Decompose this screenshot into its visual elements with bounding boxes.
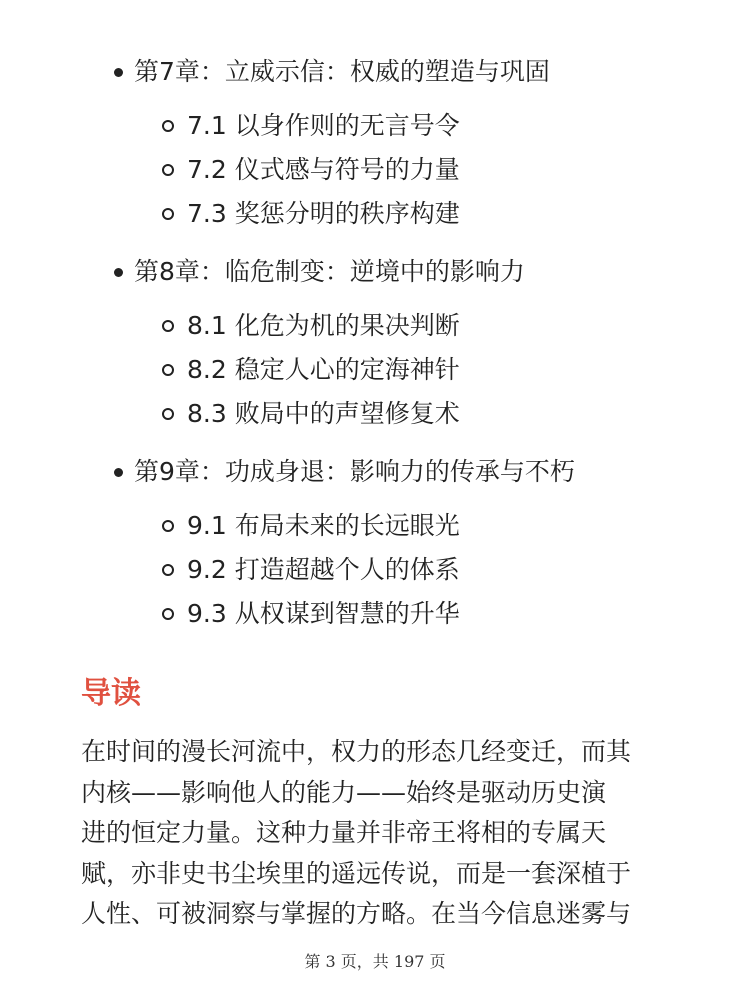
paragraph-line: 内核——影响他人的能力——始终是驱动历史演 [81, 777, 607, 807]
toc-section [0, 504, 750, 548]
circle-bullet-icon [162, 564, 174, 576]
circle-bullet-icon [162, 608, 174, 620]
circle-bullet-icon [162, 120, 174, 132]
circle-bullet-icon [162, 364, 174, 376]
section-title: 7.2 仪式感与符号的力量 [187, 155, 460, 184]
section-title: 9.1 布局未来的长远眼光 [187, 511, 460, 540]
toc-section [0, 392, 750, 436]
chapter-title: 第8章：临危制变：逆境中的影响力 [134, 257, 525, 286]
toc-chapter-9 [0, 450, 750, 494]
toc-chapter-7 [0, 50, 750, 94]
toc-chapter-8 [0, 250, 750, 294]
section-heading-intro: 导读 [81, 676, 141, 711]
toc-section [0, 192, 750, 236]
circle-bullet-icon [162, 208, 174, 220]
paragraph-line: 进的恒定力量。这种力量并非帝王将相的专属天 [81, 818, 607, 847]
table-of-contents [0, 50, 750, 650]
toc-section [0, 148, 750, 192]
bullet-icon [114, 468, 123, 477]
section-title: 8.2 稳定人心的定海神针 [187, 355, 460, 384]
page-number-footer: 第 3 页，共 197 页 [304, 952, 446, 971]
section-title: 7.1 以身作则的无言号令 [187, 111, 460, 140]
section-title: 7.3 奖惩分明的秩序构建 [187, 199, 460, 228]
bullet-icon [114, 268, 123, 277]
circle-bullet-icon [162, 164, 174, 176]
chapter-8-sections [0, 304, 750, 436]
toc-section [0, 548, 750, 592]
paragraph-line: 人性、可被洞察与掌握的方略。在当今信息迷雾与 [81, 899, 632, 928]
section-title: 9.3 从权谋到智慧的升华 [187, 599, 460, 628]
section-title: 8.3 败局中的声望修复术 [187, 399, 460, 428]
chapter-title: 第9章：功成身退：影响力的传承与不朽 [134, 457, 575, 486]
circle-bullet-icon [162, 408, 174, 420]
circle-bullet-icon [162, 320, 174, 332]
chapter-7-sections [0, 104, 750, 236]
toc-section [0, 104, 750, 148]
section-title: 9.2 打造超越个人的体系 [187, 555, 460, 584]
chapter-9-sections [0, 504, 750, 636]
bullet-icon [114, 68, 123, 77]
intro-paragraph [81, 732, 681, 935]
paragraph-line: 在时间的漫长河流中，权力的形态几经变迁，而其 [81, 737, 632, 766]
toc-section [0, 304, 750, 348]
chapter-title: 第7章：立威示信：权威的塑造与巩固 [134, 57, 550, 86]
toc-section [0, 348, 750, 392]
toc-section [0, 592, 750, 636]
section-title: 8.1 化危为机的果决判断 [187, 311, 460, 340]
circle-bullet-icon [162, 520, 174, 532]
paragraph-line: 赋，亦非史书尘埃里的遥远传说，而是一套深植于 [81, 858, 632, 888]
